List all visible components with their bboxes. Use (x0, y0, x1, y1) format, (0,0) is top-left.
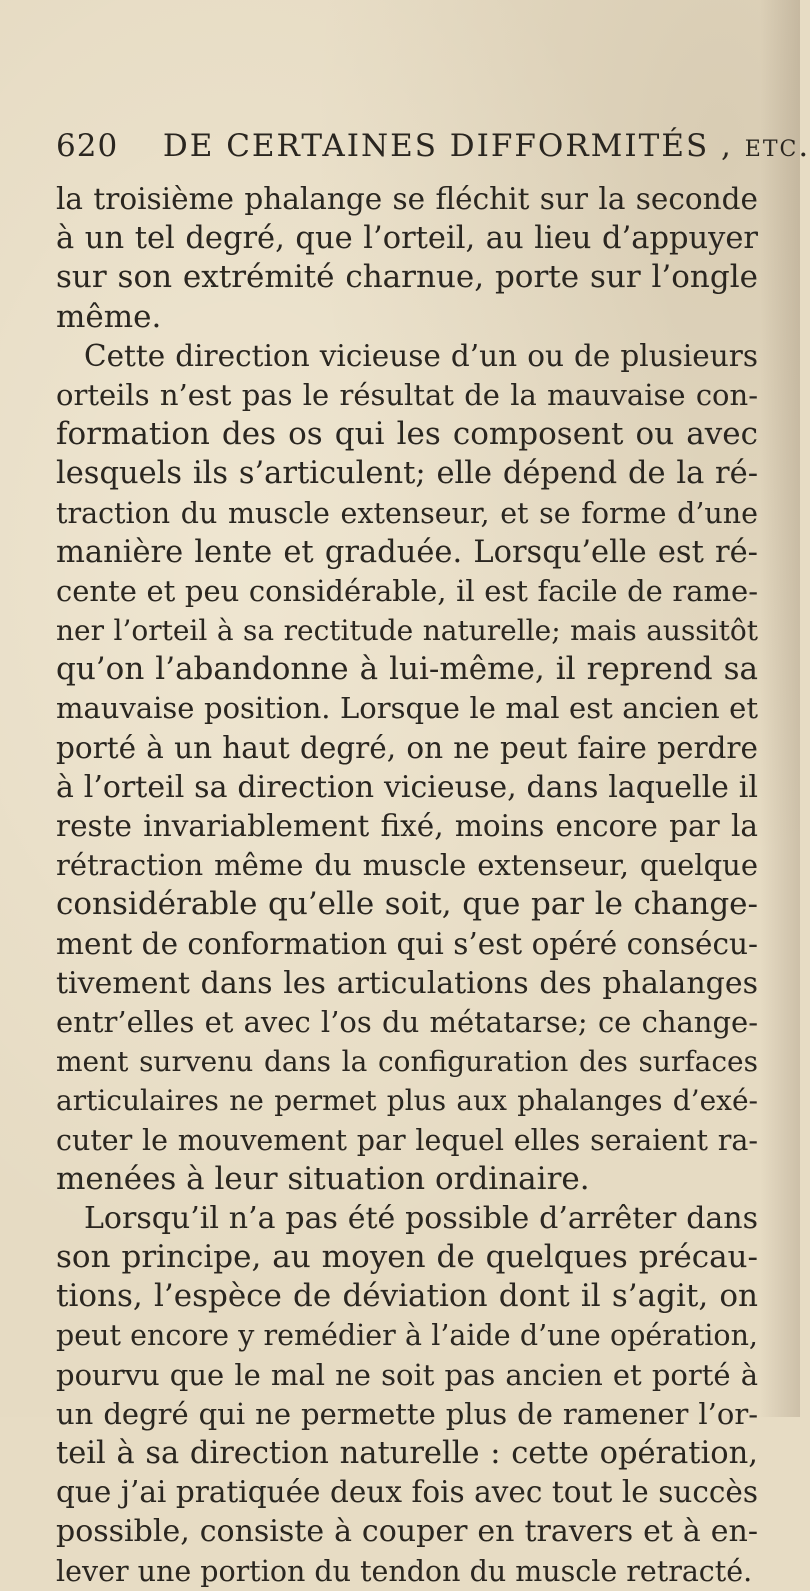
page-header (56, 128, 810, 180)
text-line: formation des os qui les composent ou avec (56, 416, 758, 453)
page-number: 620 (56, 128, 119, 164)
text-line: à l’orteil sa direction vicieuse, dans laquelle il (56, 769, 758, 805)
text-line: orteils n’est pas le résultat de la mauvaise con- (56, 377, 758, 412)
text-line: sur son extrémité charnue, porte sur l’ongle (56, 259, 758, 296)
text-line: possible, consiste à couper en travers et à en- (56, 1514, 758, 1550)
text-line: peut encore y remédier à l’aide d’une opération, (56, 1319, 758, 1353)
text-line: mauvaise position. Lorsque le mal est ancien et (56, 691, 758, 726)
text-line: Cette direction vicieuse d’un ou de plusieurs (84, 338, 758, 373)
text-line: à un tel degré, que l’orteil, au lieu d’appuyer (56, 221, 758, 257)
text-line: la troisième phalange se fléchit sur la seconde (56, 182, 758, 216)
text-line: considérable qu’elle soit, que par le change- (56, 886, 758, 923)
text-line: son principe, au moyen de quelques précau- (56, 1239, 758, 1276)
text-line: lever une portion du tendon du muscle retracté. (56, 1554, 753, 1588)
text-line: traction du muscle extenseur, et se forme d’une (56, 496, 758, 530)
text-line: cuter le mouvement par lequel elles seraient ra- (56, 1123, 758, 1157)
text-line: un degré qui ne permette plus de ramener l’or- (56, 1396, 758, 1431)
text-line: tivement dans les articulations des phalanges (56, 965, 758, 1001)
text-line: ner l’orteil à sa rectitude naturelle; mais aussitôt (56, 614, 758, 648)
text-line: porté à un haut degré, on ne peut faire perdre (56, 730, 758, 765)
text-line: même. (56, 298, 162, 335)
text-line: entr’elles et avec l’os du métatarse; ce change- (56, 1004, 758, 1039)
text-line: cente et peu considérable, il est facile de rame- (56, 573, 758, 608)
body-text (56, 180, 758, 1591)
text-line: rétraction même du muscle extenseur, quelque (56, 848, 758, 883)
text-line: tions, l’espèce de déviation dont il s’agit, on (56, 1278, 758, 1315)
text-line: reste invariablement fixé, moins encore par la (56, 809, 758, 843)
text-line: manière lente et graduée. Lorsqu’elle est ré- (56, 534, 758, 570)
text-line: Lorsqu’il n’a pas été possible d’arrêter dans (84, 1200, 758, 1236)
text-line: articulaires ne permet plus aux phalanges d’exé- (56, 1084, 758, 1118)
text-line: lesquels ils s’articulent; elle dépend de la ré- (56, 456, 758, 492)
text-line: pourvu que le mal ne soit pas ancien et porté à (56, 1357, 758, 1392)
running-title: DE CERTAINES DIFFORMITÉS , etc. (162, 128, 810, 164)
text-line: ment survenu dans la configuration des surfaces (56, 1045, 758, 1079)
text-line: teil à sa direction naturelle : cette opération, (56, 1436, 758, 1471)
text-line: menées à leur situation ordinaire. (56, 1160, 590, 1197)
text-line: qu’on l’abandonne à lui-même, il reprend sa (56, 651, 758, 688)
text-line: que j’ai pratiquée deux fois avec tout le succès (56, 1475, 758, 1510)
text-line: ment de conformation qui s’est opéré consécu- (56, 926, 758, 961)
